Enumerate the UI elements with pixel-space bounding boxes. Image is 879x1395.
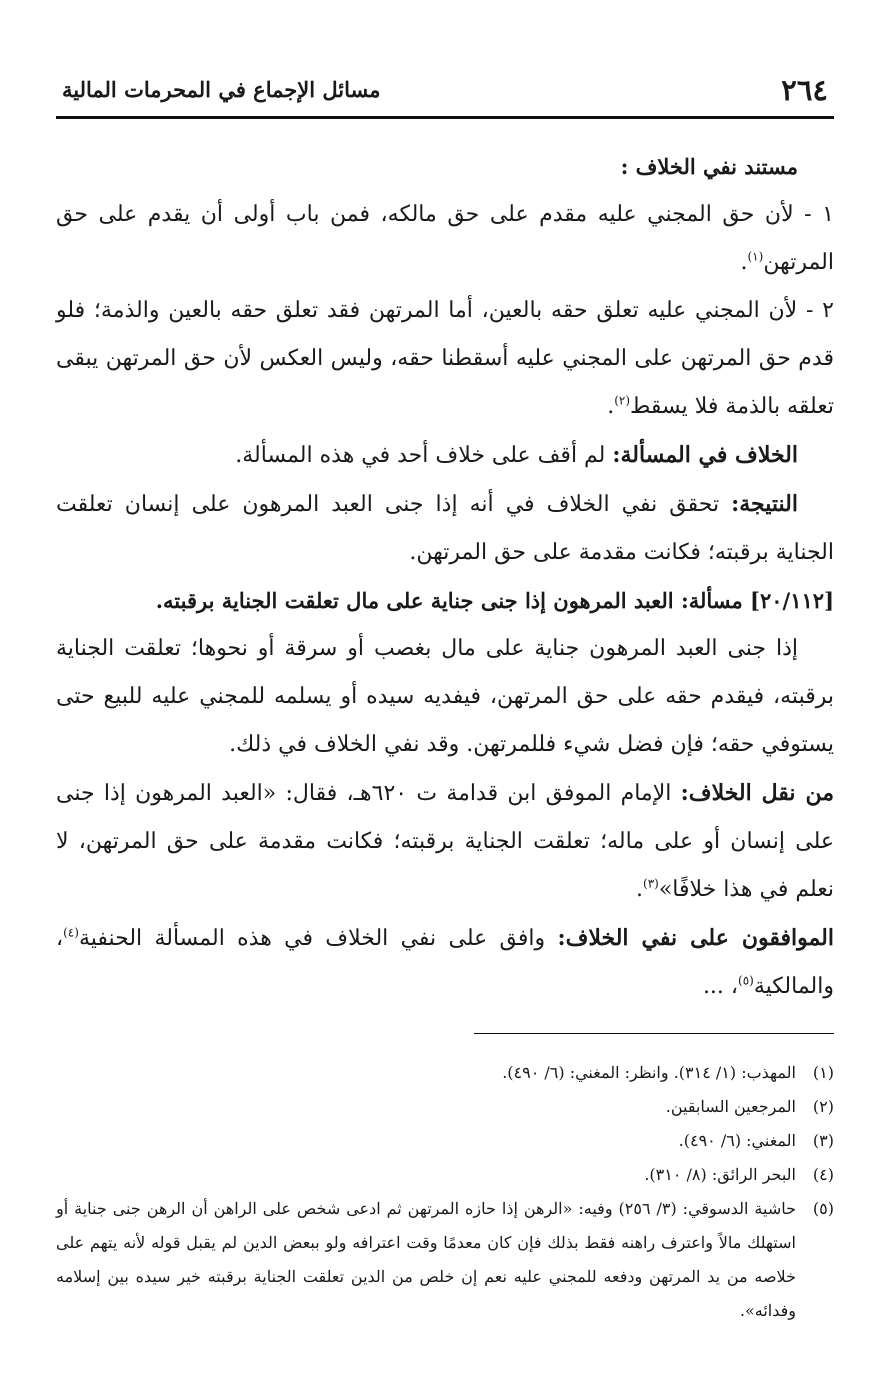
agreeing-text: وافق على نفي الخلاف في هذه المسألة الحنفية [78,926,558,951]
agreeing-mid: ، والمالكية [56,926,834,999]
footnote-ref-3: (٣) [643,876,659,891]
transmitter-end: . [636,877,643,902]
page-number: ٢٦٤ [781,73,828,107]
footnote-item [56,1158,834,1192]
paragraph-result [56,480,834,577]
result-text: تحقق نفي الخلاف في أنه إذا جنى العبد المرهون على إنسان تعلقت الجناية برقبته؛ فكانت مقدمة على حق المرتهن. [56,492,834,565]
footnote-text: المغني: (٦/ ٤٩٠). [678,1131,796,1150]
footnote-ref-1: (١) [747,249,764,264]
footnote-separator [474,1033,834,1034]
section-heading-basis: مستند نفي الخلاف : [620,154,798,179]
book-page [56,62,834,1328]
footnote-text: حاشية الدسوقي: (٣/ ٢٥٦) وفيه: «الرهن إذا حازه المرتهن ثم ادعى شخص على الراهن أن الرهن جنى جناية أو استهلك مالاً واعترف راهنه فقط بذلك فإن كان معدمًا وقت اعترافه ولو ببعض الدين لم يقبل قوله لأنه يتهم على خلاصه من يد المرتهن ودفعه للمجني عليه نعم إن خلص من الدين تعلقت الجناية برقبته خير سيده بين إسلامه وفدائه». [56,1199,796,1320]
paragraph-issue-body: إذا جنى العبد المرهون جناية على مال بغصب أو سرقة أو نحوها؛ تعلقت الجناية برقبته، فيقدم حقه على حق المرتهن، فيفديه سيده أو يسلمه للمجني عليه للبيع حتى يستوفي حقه؛ فإن فضل شيء فللمرتهن. وقد نفي الخلاف في ذلك. [56,636,834,757]
footnote-item [56,1090,834,1124]
page-header [56,62,834,110]
disagreement-text: لم أقف على خلاف أحد في هذه المسألة. [235,443,613,468]
main-text [56,143,834,1011]
footnote-separator-wrap [56,1011,834,1034]
reason-1-end: . [740,250,748,275]
agreeing-end: ، ... [702,974,739,999]
reason-2-end: . [607,394,615,419]
paragraph-transmitter [56,769,834,914]
issue-heading: [٢٠/١١٢] مسألة: العبد المرهون إذا جنى جناية على مال تعلقت الجناية برقبته. [155,588,834,613]
footnote-text: المهذب: (١/ ٣١٤). وانظر: المغني: (٦/ ٤٩٠). [502,1063,796,1082]
footnote-number: (٢) [812,1097,834,1116]
footnote-item [56,1192,834,1328]
footnote-ref-5: (٥) [738,973,754,988]
running-title: مسائل الإجماع في المحرمات المالية [62,77,381,102]
footnote-number: (١) [812,1063,834,1082]
footnote-ref-2: (٢) [614,393,631,408]
paragraph-reason-2 [56,287,834,431]
footnote-text: المرجعين السابقين. [665,1097,796,1116]
disagreement-label: الخلاف في المسألة: [612,442,798,468]
reason-2-text: ٢ - لأن المجني عليه تعلق حقه بالعين، أما المرتهن فقد تعلق حقه بالعين والذمة؛ فلو قدم حق المرتهن على المجني عليه أسقطنا حقه، وليس العكس لأن حق المرتهن يبقى تعلقه بالذمة فلا يسقط [56,298,834,419]
agreeing-label: الموافقون على نفي الخلاف: [557,925,834,951]
transmitter-text: الإمام الموفق ابن قدامة ت ٦٢٠هـ، فقال: «العبد المرهون إذا جنى على إنسان أو على ماله؛ تعلقت الجناية برقبته؛ فكانت مقدمة على حق المرتهن، لا نعلم في هذا خلافًا» [56,781,834,902]
footnote-text: البحر الرائق: (٨/ ٣١٠). [644,1165,796,1184]
transmitter-label: من نقل الخلاف: [680,780,835,806]
footnote-item [56,1056,834,1090]
footnote-ref-4: (٤) [63,925,79,940]
result-label: النتيجة: [731,491,798,517]
footnote-number: (٣) [812,1131,834,1150]
paragraph-agreeing [56,914,834,1011]
footnote-number: (٤) [812,1165,834,1184]
paragraph-disagreement [56,431,834,480]
header-rule [56,116,834,119]
footnotes [56,1056,834,1328]
footnote-number: (٥) [812,1199,834,1218]
footnote-item [56,1124,834,1158]
paragraph-reason-1 [56,191,834,287]
reason-1-text: ١ - لأن حق المجني عليه مقدم على حق مالكه، فمن باب أولى أن يقدم على حق المرتهن [56,202,834,275]
